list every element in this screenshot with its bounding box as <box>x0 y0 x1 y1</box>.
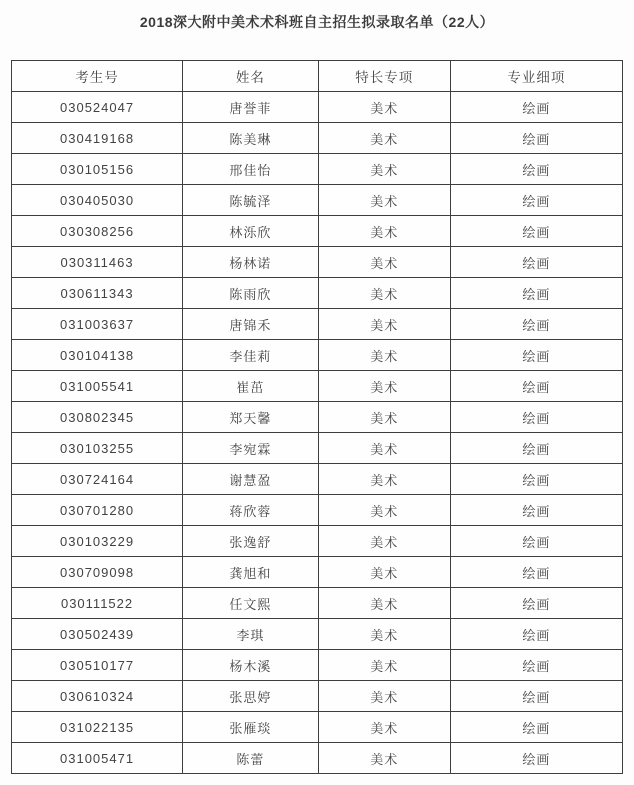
candidate-number-cell: 030103255 <box>12 433 183 464</box>
column-header-name: 姓名 <box>183 61 319 92</box>
table-row <box>12 371 623 402</box>
candidate-number-cell: 030802345 <box>12 402 183 433</box>
specialty-cell: 美术 <box>318 185 450 216</box>
candidate-number-cell: 031003637 <box>12 309 183 340</box>
candidate-number-cell: 031005541 <box>12 371 183 402</box>
table-row <box>12 340 623 371</box>
specialty-cell: 美术 <box>318 309 450 340</box>
specialty-cell: 美术 <box>318 712 450 743</box>
name-cell: 蒋欣蓉 <box>183 495 319 526</box>
major-detail-cell: 绘画 <box>450 433 622 464</box>
specialty-cell: 美术 <box>318 402 450 433</box>
candidate-number-cell: 030610324 <box>12 681 183 712</box>
major-detail-cell: 绘画 <box>450 526 622 557</box>
major-detail-cell: 绘画 <box>450 557 622 588</box>
table-row <box>12 495 623 526</box>
name-cell: 陈蕾 <box>183 743 319 774</box>
table-row <box>12 123 623 154</box>
major-detail-cell: 绘画 <box>450 619 622 650</box>
specialty-cell: 美术 <box>318 650 450 681</box>
column-header-candidate-number: 考生号 <box>12 61 183 92</box>
major-detail-cell: 绘画 <box>450 340 622 371</box>
name-cell: 邢佳怡 <box>183 154 319 185</box>
candidate-number-cell: 030405030 <box>12 185 183 216</box>
candidate-number-cell: 030524047 <box>12 92 183 123</box>
specialty-cell: 美术 <box>318 92 450 123</box>
specialty-cell: 美术 <box>318 247 450 278</box>
major-detail-cell: 绘画 <box>450 92 622 123</box>
major-detail-cell: 绘画 <box>450 185 622 216</box>
candidate-number-cell: 030308256 <box>12 216 183 247</box>
major-detail-cell: 绘画 <box>450 371 622 402</box>
candidate-number-cell: 030502439 <box>12 619 183 650</box>
table-row <box>12 681 623 712</box>
table-row <box>12 216 623 247</box>
table-body <box>12 92 623 774</box>
header-row <box>12 61 623 92</box>
table-row <box>12 433 623 464</box>
name-cell: 杨林诺 <box>183 247 319 278</box>
table-row <box>12 309 623 340</box>
table-row <box>12 526 623 557</box>
candidate-number-cell: 030701280 <box>12 495 183 526</box>
candidate-number-cell: 030510177 <box>12 650 183 681</box>
table-row <box>12 712 623 743</box>
major-detail-cell: 绘画 <box>450 712 622 743</box>
candidate-number-cell: 030419168 <box>12 123 183 154</box>
specialty-cell: 美术 <box>318 216 450 247</box>
table-row <box>12 743 623 774</box>
major-detail-cell: 绘画 <box>450 309 622 340</box>
major-detail-cell: 绘画 <box>450 650 622 681</box>
specialty-cell: 美术 <box>318 464 450 495</box>
specialty-cell: 美术 <box>318 588 450 619</box>
candidate-number-cell: 031005471 <box>12 743 183 774</box>
candidate-number-cell: 030709098 <box>12 557 183 588</box>
candidate-number-cell: 031022135 <box>12 712 183 743</box>
major-detail-cell: 绘画 <box>450 154 622 185</box>
table-row <box>12 247 623 278</box>
name-cell: 李琪 <box>183 619 319 650</box>
name-cell: 李佳莉 <box>183 340 319 371</box>
specialty-cell: 美术 <box>318 278 450 309</box>
specialty-cell: 美术 <box>318 154 450 185</box>
candidate-number-cell: 030724164 <box>12 464 183 495</box>
column-header-major-detail: 专业细项 <box>450 61 622 92</box>
candidate-number-cell: 030311463 <box>12 247 183 278</box>
name-cell: 唐誉菲 <box>183 92 319 123</box>
name-cell: 张雁琰 <box>183 712 319 743</box>
name-cell: 陈毓泽 <box>183 185 319 216</box>
name-cell: 唐锦禾 <box>183 309 319 340</box>
specialty-cell: 美术 <box>318 433 450 464</box>
name-cell: 崔茁 <box>183 371 319 402</box>
specialty-cell: 美术 <box>318 526 450 557</box>
specialty-cell: 美术 <box>318 743 450 774</box>
name-cell: 陈雨欣 <box>183 278 319 309</box>
major-detail-cell: 绘画 <box>450 743 622 774</box>
specialty-cell: 美术 <box>318 619 450 650</box>
name-cell: 陈美琳 <box>183 123 319 154</box>
candidate-number-cell: 030611343 <box>12 278 183 309</box>
candidate-number-cell: 030104138 <box>12 340 183 371</box>
name-cell: 杨木溪 <box>183 650 319 681</box>
column-header-specialty: 特长专项 <box>318 61 450 92</box>
name-cell: 张思婷 <box>183 681 319 712</box>
table-row <box>12 92 623 123</box>
specialty-cell: 美术 <box>318 123 450 154</box>
name-cell: 任文熙 <box>183 588 319 619</box>
specialty-cell: 美术 <box>318 340 450 371</box>
specialty-cell: 美术 <box>318 681 450 712</box>
table-row <box>12 588 623 619</box>
major-detail-cell: 绘画 <box>450 402 622 433</box>
name-cell: 林泺欣 <box>183 216 319 247</box>
table-row <box>12 154 623 185</box>
candidate-number-cell: 030111522 <box>12 588 183 619</box>
specialty-cell: 美术 <box>318 495 450 526</box>
major-detail-cell: 绘画 <box>450 123 622 154</box>
name-cell: 龚旭和 <box>183 557 319 588</box>
major-detail-cell: 绘画 <box>450 495 622 526</box>
major-detail-cell: 绘画 <box>450 278 622 309</box>
table-row <box>12 185 623 216</box>
table-row <box>12 464 623 495</box>
candidate-number-cell: 030105156 <box>12 154 183 185</box>
page-title: 2018深大附中美术术科班自主招生拟录取名单（22人） <box>139 14 495 30</box>
specialty-cell: 美术 <box>318 371 450 402</box>
name-cell: 张逸舒 <box>183 526 319 557</box>
specialty-cell: 美术 <box>318 557 450 588</box>
table-row <box>12 650 623 681</box>
candidate-number-cell: 030103229 <box>12 526 183 557</box>
major-detail-cell: 绘画 <box>450 588 622 619</box>
major-detail-cell: 绘画 <box>450 464 622 495</box>
table-row <box>12 557 623 588</box>
table-row <box>12 402 623 433</box>
admission-roster-table <box>11 60 623 774</box>
name-cell: 谢慧盈 <box>183 464 319 495</box>
name-cell: 郑天馨 <box>183 402 319 433</box>
table-row <box>12 619 623 650</box>
name-cell: 李宛霖 <box>183 433 319 464</box>
major-detail-cell: 绘画 <box>450 247 622 278</box>
major-detail-cell: 绘画 <box>450 216 622 247</box>
table-row <box>12 278 623 309</box>
major-detail-cell: 绘画 <box>450 681 622 712</box>
